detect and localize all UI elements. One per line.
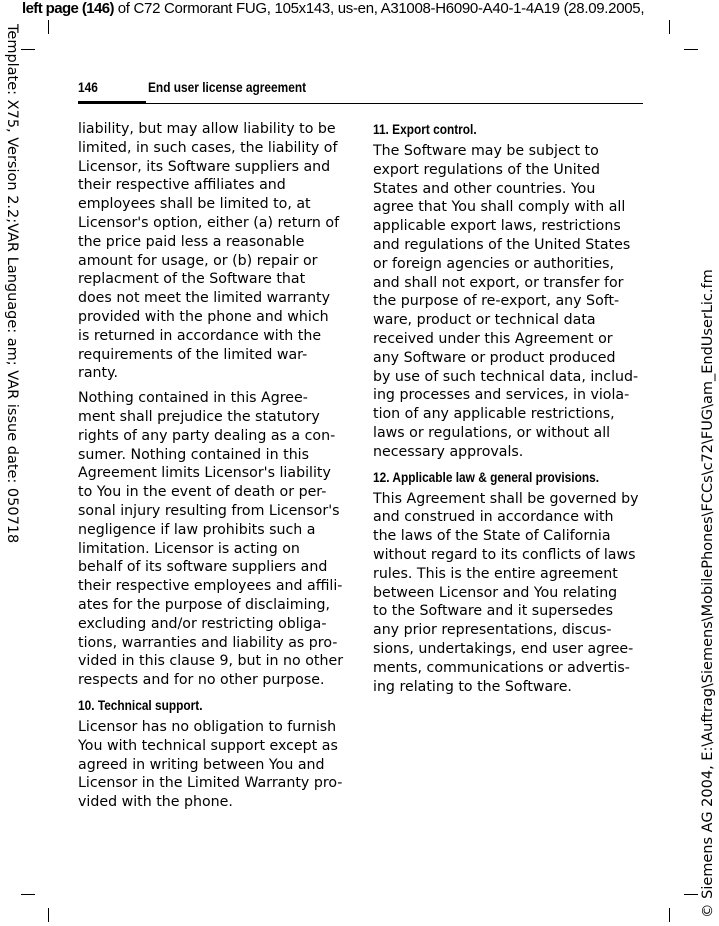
print-info-details: of C72 Cormorant FUG, 105x143, us-en, A31008-H6090-A40-1-4A19 (28.09.2005, <box>113 0 645 17</box>
text-line: ments, communications or advertis- <box>373 659 630 676</box>
text-line: rules. This is the entire agreement <box>373 565 618 582</box>
template-info: Template: X75, Version 2.2;VAR Language: am; VAR issue date: 050718 <box>4 24 20 544</box>
text-line: Licensor has no obligation to furnish <box>78 718 337 735</box>
crop-mark <box>48 20 49 34</box>
text-line: the laws of the State of California <box>373 528 611 545</box>
text-line: vided with the phone. <box>78 794 233 811</box>
text-line: any Software or product produced <box>373 349 616 366</box>
text-line: agree that You shall comply with all <box>373 199 626 216</box>
crop-mark <box>21 894 35 895</box>
right-column <box>373 120 648 702</box>
text-line: liability, but may allow liability to be <box>78 121 336 137</box>
text-line: ing processes and services, in viola- <box>373 387 630 404</box>
text-line: The Software may be subject to <box>373 143 599 159</box>
text-line: tion of any applicable restrictions, <box>373 406 615 423</box>
text-line: respects and for no other purpose. <box>78 672 325 689</box>
section-heading: 11. Export control. <box>373 122 477 137</box>
section-heading: 12. Applicable law & general provisions. <box>373 469 600 485</box>
paragraph <box>373 490 648 697</box>
print-info-line <box>22 0 644 17</box>
crop-mark <box>669 20 670 34</box>
text-line: limited, in such cases, the liability of <box>78 139 338 156</box>
text-line: employees shall be limited to, at <box>78 196 311 213</box>
section-heading: 10. Technical support. <box>78 697 203 713</box>
text-line: or foreign agencies or authorities, <box>373 255 615 272</box>
text-line: does not meet the limited warranty <box>78 290 331 307</box>
text-line: This Agreement shall be governed by <box>373 490 639 507</box>
crop-mark <box>48 908 49 922</box>
paragraph <box>78 718 353 812</box>
text-line: between Licensor and You relating <box>373 584 618 601</box>
text-line: Nothing contained in this Agree- <box>78 390 308 407</box>
print-info-page: left page (146) <box>22 0 114 17</box>
text-line: limitation. Licensor is acting on <box>78 540 300 557</box>
text-line: necessary approvals. <box>373 443 524 460</box>
text-line: received under this Agreement or <box>373 330 613 347</box>
text-line: provided with the phone and which <box>78 308 329 325</box>
crop-mark <box>684 49 698 50</box>
text-line: without regard to its conflicts of laws <box>373 546 636 563</box>
text-line: any prior representations, discus- <box>373 622 612 639</box>
text-line: Licensor's option, either (a) return of <box>78 214 340 231</box>
text-line: requirements of the limited war- <box>78 346 308 363</box>
text-line: the price paid less a reasonable <box>78 233 305 250</box>
paragraph <box>373 142 648 462</box>
text-line: amount for usage, or (b) repair or <box>78 252 318 269</box>
text-line: rights of any party dealing as a con- <box>78 427 336 444</box>
text-line: replacment of the Software that <box>78 271 306 288</box>
text-line: is returned in accordance with the <box>78 327 322 344</box>
text-line: ranty. <box>78 365 118 382</box>
copyright-file-path: © Siemens AG 2004, E:\Auftrag\Siemens\MobilePhones\FCCs\c72\FUG\am_EndUserLic.fm <box>700 269 716 918</box>
text-line: agreed in writing between You and <box>78 756 325 773</box>
text-line: and regulations of the United States <box>373 236 631 253</box>
text-line: their respective employees and affili- <box>78 578 343 595</box>
crop-mark <box>669 908 670 922</box>
text-line: behalf of its software suppliers and <box>78 559 328 576</box>
crop-mark <box>684 894 698 895</box>
text-line: and shall not export, or transfer for <box>373 274 624 291</box>
text-line: the purpose of re-export, any Soft- <box>373 293 620 310</box>
text-line: to You in the event of death or per- <box>78 484 327 501</box>
page-title: End user license agreement <box>148 79 307 95</box>
text-line: excluding and/or restricting obliga- <box>78 615 327 632</box>
text-line: ware, product or technical data <box>373 312 596 329</box>
text-line: sions, undertakings, end user agree- <box>373 640 634 657</box>
text-line: export regulations of the United <box>373 161 601 178</box>
text-line: tions, warranties and liability as pro- <box>78 634 338 651</box>
text-line: to the Software and it supersedes <box>373 603 614 620</box>
text-line: sumer. Nothing contained in this <box>78 446 310 463</box>
page-number: 146 <box>78 79 98 95</box>
crop-mark <box>21 49 35 50</box>
text-line: sonal injury resulting from Licensor's <box>78 502 340 519</box>
header-rule <box>78 103 643 104</box>
text-line: Licensor in the Limited Warranty pro- <box>78 775 343 792</box>
text-line: States and other countries. You <box>373 180 596 197</box>
text-line: ates for the purpose of disclaiming, <box>78 596 331 613</box>
paragraph <box>78 120 353 383</box>
text-line: You with technical support except as <box>78 737 338 754</box>
text-line: laws or regulations, or without all <box>373 424 611 441</box>
left-column <box>78 120 353 818</box>
text-line: negligence if law prohibits such a <box>78 521 316 538</box>
text-line: by use of such technical data, includ- <box>373 368 639 385</box>
text-line: their respective affiliates and <box>78 177 286 194</box>
text-line: Agreement limits Licensor's liability <box>78 465 331 482</box>
text-line: and construed in accordance with <box>373 509 614 526</box>
text-line: Licensor, its Software suppliers and <box>78 158 331 175</box>
text-line: vided in this clause 9, but in no other <box>78 653 344 670</box>
text-line: applicable export laws, restrictions <box>373 218 621 235</box>
text-line: ment shall prejudice the statutory <box>78 408 320 425</box>
text-line: ing relating to the Software. <box>373 678 572 695</box>
paragraph <box>78 389 353 690</box>
